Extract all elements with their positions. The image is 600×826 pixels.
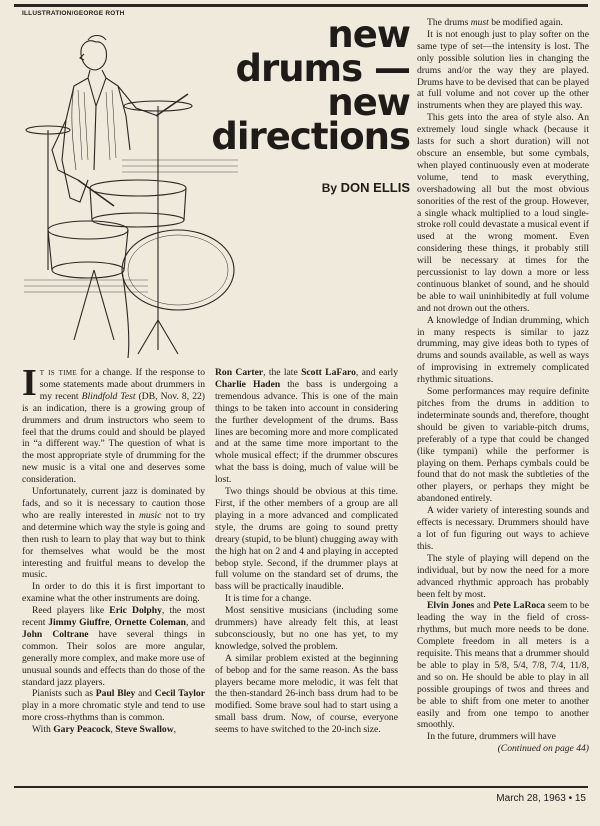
paragraph: A similar problem existed at the beginning of bebop and for the same reason. As the bass players became more melodic, it was felt that the then-standard 26-inch bass drum had to be modified. Some brave soul had to start using a small bass drum. Now, of course, everyone seems to have switched to the 20-inch size. [215, 652, 398, 736]
article-column-3 [417, 17, 589, 755]
paragraph: Some performances may require definite pitches from the drums in addition to indeterminate sounds and, therefore, thought should be given to variable-pitch drums, preferably of a type that could be changed (like tympani) while the performer is playing on them. Perhaps cymbals could be found that do not mask the subtleties of the other players, or perhaps they might be abandoned entirely. [417, 386, 589, 505]
footer-bullet: • [568, 793, 573, 804]
drummer-illustration [18, 20, 238, 360]
paragraph: A knowledge of Indian drumming, which in many respects is similar to jazz drumming, may give ideas both to types of drums and sounds available, as well as ways of improvising in extremely complicated rhythmic situations. [417, 314, 589, 386]
page-footer [496, 793, 586, 804]
continued-note: (Continued on page 44) [497, 743, 589, 755]
issue-date: March 28, 1963 [496, 793, 566, 804]
paragraph: The style of playing will depend on the individual, but by now the need for a more advanced rhythmic approach has probably been felt by most. [417, 552, 589, 600]
paragraph: A wider variety of interesting sounds and effects is necessary. Drummers should have a lot of fun figuring out ways to achieve this. [417, 505, 589, 552]
byline-author: DON ELLIS [340, 180, 410, 195]
paragraph: Reed players like Eric Dolphy, the most recent Jimmy Giuffre, Ornette Coleman, and John Coltrane have several things in common. Their solos are more angular, generally more complex, and make more use of unusual sounds and effects than do those of the standard jazz players. [22, 605, 206, 688]
title-line-2: drums — [235, 47, 410, 90]
title-line-3: new [327, 81, 410, 124]
page-number: 15 [574, 793, 586, 804]
article-column-1 [22, 362, 206, 736]
paragraph: Two things should be obvious at this time. First, if the other members of a group are all playing in a more advanced and complicated style, the drums are going to sound pretty dreary (stupid, to be blunt) chugging away with the high hat on 2 and 4 and playing in accepted bebop style. Second, if the drummer plays at full volume on the standard set of drums, the bass will be practically inaudible. [215, 486, 398, 593]
paragraph: In the future, drummers will have [427, 731, 556, 743]
paragraph: This gets into the area of style also. An extremely loud single whack (because it lasts for such a short duration) will not obscure an ensemble, but some cymbals, when played continuously even at moderate volume, tend to mask everything, overshadowing all but the most obvious sonorities of the rest of the group. However, a single whack multiplied to a loud single-stroke roll could devastate a musical event if used at the wrong moment. Even considering these things, it probably still will be necessary at times for the percussionist to lay down a more or less continuous blanket of sound, and he should be able to wail uninhibitedly at full volume and not drown out the others. [417, 112, 589, 314]
bottom-rule [14, 786, 588, 788]
paragraph: In order to do this it is first important to examine what the other instruments are doing. [22, 581, 205, 605]
article-title [211, 13, 410, 158]
paragraph: Ron Carter, the late Scott LaFaro, and early Charlie Haden the bass is undergoing a tremendous advance. This is one of the main things to be taken into account in considering the further development of the drums. Bass lines are becoming more and more complicated and at the same time more important to the whole musical effect; if the drummer obscures what the bass is doing, much of value will be lost. [215, 367, 399, 486]
illustration-credit: ILLUSTRATION/GEORGE ROTH [22, 10, 125, 17]
paragraph: With Gary Peacock, Steve Swallow, [32, 724, 177, 736]
paragraph: The drums must be modified again. [427, 17, 563, 28]
title-line-4: directions [211, 115, 410, 158]
article-column-2 [215, 367, 398, 736]
byline [322, 180, 410, 195]
paragraph: Unfortunately, current jazz is dominated by fads, and so it is necessary to caution those who are really interested in music not to try and determine which way the style is going and then rush to learn to play that way but to think for themselves what would be the most interesting and fruitful means to develop the music. [22, 486, 205, 581]
paragraph: It is time for a change. [225, 593, 312, 605]
title-line-1: new [327, 13, 410, 56]
paragraph: It is time for a change. If the response to some statements made about drummers in my recent Blindfold Test (DB, Nov. 8, 22) is an indication, there is a growing group of drummers and drum instructors who seem to feel that the drums could and should be played in “a different way.” The question of what is the most appropriate style of drumming for the new music is a vital one and deserves some consideration. [22, 362, 205, 486]
drop-cap: I [22, 362, 37, 404]
byline-by: By [321, 181, 338, 195]
top-rule [14, 4, 588, 7]
paragraph: Elvin Jones and Pete LaRoca seem to be leading the way in the field of cross-rhythms, but much more needs to be done. Complete freedom in all meters is a requisite. This means that a drummer should be able to play in 5/8, 5/4, 7/8, 7/4, 11/8, and so on. He should be able to play in all possible groupings of twos and threes and be able to shift from one meter to another easily and from one tempo to another smoothly. [417, 600, 589, 731]
paragraph: It is not enough just to play softer on the same type of set—the intensity is lost. The only possible solution lies in changing the drums and/or the way they are played. Drums have to be devised that can be played at full volume and not cover up the other instruments when they are played this way. [417, 28, 589, 112]
paragraph: Pianists such as Paul Bley and Cecil Taylor play in a more chromatic style and tend to use more cross-rhythms than is common. [22, 688, 205, 724]
paragraph: Most sensitive musicians (including some drummers) have already felt this, at least subconsciously, but no one has yet, to my knowledge, solved the problem. [215, 605, 398, 652]
